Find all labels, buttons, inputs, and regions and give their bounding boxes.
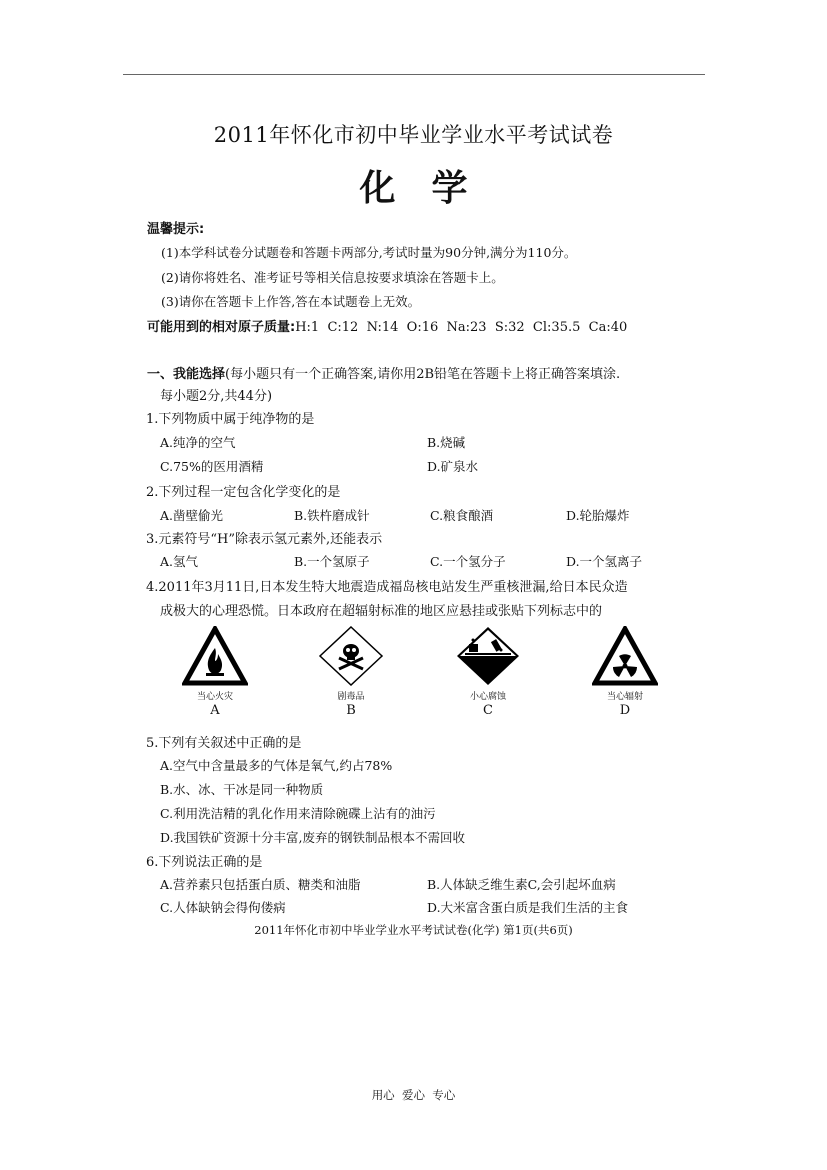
notice-item-1: (1)本学科试卷分试题卷和答题卡两部分,考试时量为90分钟,满分为110分。 (161, 245, 577, 260)
sign-b (296, 626, 406, 718)
q5-option-a: A.空气中含量最多的气体是氧气,约占78% (160, 758, 393, 773)
notice-item-2: (2)请你将姓名、准考证号等相关信息按要求填涂在答题卡上。 (161, 270, 504, 285)
q3-option-d: D.一个氢离子 (566, 554, 643, 569)
top-rule (123, 74, 705, 75)
sign-a-caption: 当心火灾 (196, 692, 233, 702)
skull-crossbones-icon (318, 626, 384, 686)
sign-d (570, 626, 680, 718)
q6-option-d: D.大米富含蛋白质是我们生活的主食 (427, 900, 629, 915)
sign-c (433, 626, 543, 718)
corrosive-icon (455, 626, 521, 686)
q2-option-c: C.粮食酿酒 (430, 508, 494, 523)
notice-heading: 温馨提示: (147, 222, 205, 237)
question-1-stem: 1.下列物质中属于纯净物的是 (146, 412, 315, 427)
section-1-heading-label: 一、我能选择 (147, 367, 226, 382)
question-5-stem: 5.下列有关叙述中正确的是 (146, 736, 302, 751)
q6-option-a: A.营养素只包括蛋白质、糖类和油脂 (160, 877, 361, 892)
question-4-line1: 4.2011年3月11日,日本发生特大地震造成福岛核电站发生严重核泄漏,给日本民众造 (146, 580, 628, 595)
question-3-stem: 3.元素符号“H”除表示氢元素外,还能表示 (146, 532, 383, 547)
sign-c-caption: 小心腐蚀 (469, 692, 506, 702)
sign-b-letter: B (346, 703, 356, 718)
notice-item-3: (3)请你在答题卡上作答,答在本试题卷上无效。 (161, 294, 421, 309)
q5-option-b: B.水、冰、干冰是同一种物质 (160, 782, 324, 797)
section-1-heading (147, 363, 620, 382)
question-4-line2: 成极大的心理恐慌。日本政府在超辐射标准的地区应悬挂或张贴下列标志中的 (160, 604, 603, 619)
atomic-mass-values: H:1 C:12 N:14 O:16 Na:23 S:32 Cl:35.5 Ca:40 (295, 320, 628, 335)
q1-option-d: D.矿泉水 (427, 459, 479, 474)
sign-a-letter: A (210, 703, 220, 718)
page-footer: 2011年怀化市初中毕业学业水平考试试卷(化学) 第1页(共6页) (254, 923, 573, 937)
tagline: 用心 爱心 专心 (371, 1088, 456, 1102)
sign-d-caption: 当心辐射 (606, 692, 643, 702)
radiation-warning-icon (592, 626, 658, 686)
q3-option-a: A.氢气 (160, 554, 199, 569)
q5-option-d: D.我国铁矿资源十分丰富,废弃的钢铁制品根本不需回收 (160, 830, 466, 845)
fire-warning-icon (182, 626, 248, 686)
sign-c-letter: C (483, 703, 493, 718)
q2-option-a: A.凿壁偷光 (160, 508, 224, 523)
sign-b-caption: 剧毒品 (337, 692, 365, 702)
sign-d-letter: D (619, 703, 631, 718)
q1-option-b: B.烧碱 (427, 435, 466, 450)
section-1-line2: 每小题2分,共44分) (160, 389, 273, 404)
question-2-stem: 2.下列过程一定包含化学变化的是 (146, 485, 341, 500)
sign-a (160, 626, 270, 718)
q5-option-c: C.利用洗洁精的乳化作用来清除碗碟上沾有的油污 (160, 806, 436, 821)
q1-option-a: A.纯净的空气 (160, 435, 236, 450)
q6-option-c: C.人体缺钠会得佝偻病 (160, 900, 286, 915)
q6-option-b: B.人体缺乏维生素C,会引起坏血病 (427, 877, 616, 892)
q3-option-b: B.一个氢原子 (294, 554, 370, 569)
section-1-instructions: (每小题只有一个正确答案,请你用2B铅笔在答题卡上将正确答案填涂. (225, 367, 621, 382)
q3-option-c: C.一个氢分子 (430, 554, 506, 569)
question-6-stem: 6.下列说法正确的是 (146, 855, 263, 870)
q2-option-b: B.铁杵磨成针 (294, 508, 370, 523)
subject-title: 化学 (359, 167, 504, 209)
exam-title: 2011年怀化市初中毕业学业水平考试试卷 (213, 123, 614, 147)
q2-option-d: D.轮胎爆炸 (566, 508, 630, 523)
atomic-mass-label: 可能用到的相对原子质量: (147, 320, 296, 335)
atomic-mass-line (147, 316, 627, 335)
q1-option-c: C.75%的医用酒精 (160, 459, 264, 474)
